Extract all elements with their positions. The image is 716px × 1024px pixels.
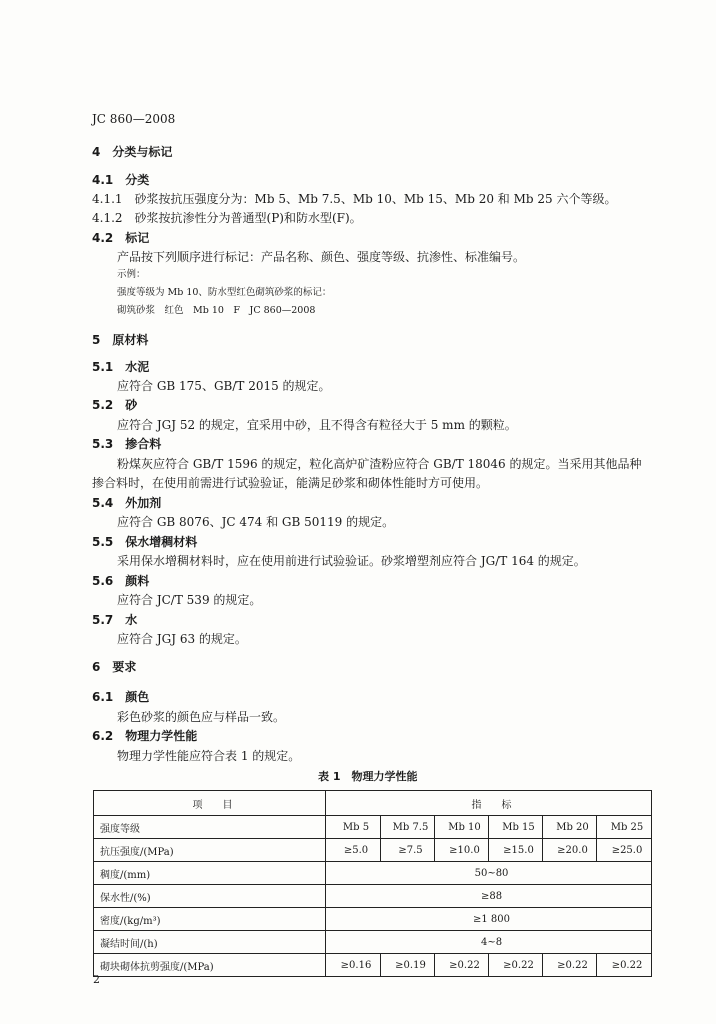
value-cell: 50~80 [326, 862, 652, 885]
table-row [94, 931, 652, 954]
section-5-4-text: 应符合 GB 8076、JC 474 和 GB 50119 的规定。 [117, 515, 395, 529]
section-5-6-heading: 5.6 颜料 [92, 574, 150, 588]
value-cell: ≥0.19 [381, 954, 435, 977]
section-6-2-text: 物理力学性能应符合表 1 的规定。 [117, 749, 301, 763]
page-number: 2 [93, 973, 100, 986]
table-caption: 表 1 物理力学性能 [318, 770, 418, 783]
table-row [94, 816, 652, 839]
section-5-4-heading: 5.4 外加剂 [92, 496, 162, 510]
example-label: 示例： [117, 269, 146, 280]
section-4-1-heading: 4.1 分类 [92, 173, 150, 187]
section-5-7-text: 应符合 JGJ 63 的规定。 [117, 632, 247, 646]
row-label: 密度/(kg/m³) [94, 908, 326, 931]
section-5-3-text-1: 粉煤灰应符合 GB/T 1596 的规定，粒化高炉矿渣粉应符合 GB/T 18046 的规定。当采用其他品种 [117, 457, 642, 471]
section-5-7-heading: 5.7 水 [92, 613, 138, 627]
row-label: 稠度/(mm) [94, 862, 326, 885]
row-label: 凝结时间/(h) [94, 931, 326, 954]
section-5-5-text: 采用保水增稠材料时，应在使用前进行试验验证。砂浆增塑剂应符合 JG/T 164 的规定。 [117, 554, 586, 568]
value-cell: ≥7.5 [381, 839, 435, 862]
section-6-1-heading: 6.1 颜色 [92, 690, 150, 704]
value-cell: ≥15.0 [489, 839, 543, 862]
clause-4-1-1: 4.1.1 砂浆按抗压强度分为：Mb 5、Mb 7.5、Mb 10、Mb 15、Mb 20 和 Mb 25 六个等级。 [92, 192, 617, 206]
value-cell: ≥5.0 [326, 839, 381, 862]
value-cell: ≥0.22 [543, 954, 597, 977]
value-cell: ≥88 [326, 885, 652, 908]
section-5-3-text-2: 掺合料时，在使用前需进行试验验证，能满足砂浆和砌体性能时方可使用。 [92, 476, 489, 490]
row-label: 砌块砌体抗剪强度/(MPa) [94, 954, 326, 977]
table-row [94, 908, 652, 931]
value-cell: ≥0.16 [326, 954, 381, 977]
value-cell: ≥20.0 [543, 839, 597, 862]
value-cell: ≥25.0 [597, 839, 652, 862]
grade-cell: Mb 20 [543, 816, 597, 839]
grade-cell: Mb 15 [489, 816, 543, 839]
section-5-2-text: 应符合 JGJ 52 的规定，宜采用中砂，且不得含有粒径大于 5 mm 的颗粒。 [117, 418, 517, 432]
section-6-heading: 6 要求 [92, 660, 137, 674]
section-4-2-text: 产品按下列顺序进行标记：产品名称、颜色、强度等级、抗渗性、标准编号。 [117, 250, 526, 264]
running-header: JC 860—2008 [92, 112, 176, 126]
row-label: 保水性/(%) [94, 885, 326, 908]
table-row [94, 839, 652, 862]
table-row [94, 862, 652, 885]
section-5-6-text: 应符合 JC/T 539 的规定。 [117, 593, 262, 607]
value-cell: 4~8 [326, 931, 652, 954]
grade-cell: Mb 7.5 [381, 816, 435, 839]
table-header-row [94, 791, 652, 816]
value-cell: ≥10.0 [435, 839, 489, 862]
value-cell: ≥0.22 [435, 954, 489, 977]
value-cell: ≥0.22 [489, 954, 543, 977]
grade-cell: Mb 5 [326, 816, 381, 839]
header-item: 项 目 [94, 791, 326, 816]
section-4-heading: 4 分类与标记 [92, 145, 173, 159]
header-index: 指 标 [326, 791, 652, 816]
clause-4-1-2: 4.1.2 砂浆按抗渗性分为普通型(P)和防水型(F)。 [92, 211, 362, 225]
value-cell: ≥0.22 [597, 954, 652, 977]
properties-table [93, 790, 652, 977]
grade-cell: Mb 10 [435, 816, 489, 839]
example-line-1: 强度等级为 Mb 10、防水型红色砌筑砂浆的标记： [117, 287, 332, 298]
row-label: 抗压强度/(MPa) [94, 839, 326, 862]
section-5-2-heading: 5.2 砂 [92, 398, 138, 412]
example-line-2: 砌筑砂浆 红色 Mb 10 F JC 860—2008 [117, 305, 316, 316]
section-5-1-text: 应符合 GB 175、GB/T 2015 的规定。 [117, 379, 331, 393]
section-5-5-heading: 5.5 保水增稠材料 [92, 535, 198, 549]
section-5-1-heading: 5.1 水泥 [92, 360, 150, 374]
table-row [94, 954, 652, 977]
section-5-3-heading: 5.3 掺合料 [92, 437, 162, 451]
section-6-1-text: 彩色砂浆的颜色应与样品一致。 [117, 710, 286, 724]
section-5-heading: 5 原材料 [92, 333, 149, 347]
row-label: 强度等级 [94, 816, 326, 839]
section-6-2-heading: 6.2 物理力学性能 [92, 729, 198, 743]
value-cell: ≥1 800 [326, 908, 652, 931]
table-row [94, 885, 652, 908]
grade-cell: Mb 25 [597, 816, 652, 839]
section-4-2-heading: 4.2 标记 [92, 231, 150, 245]
